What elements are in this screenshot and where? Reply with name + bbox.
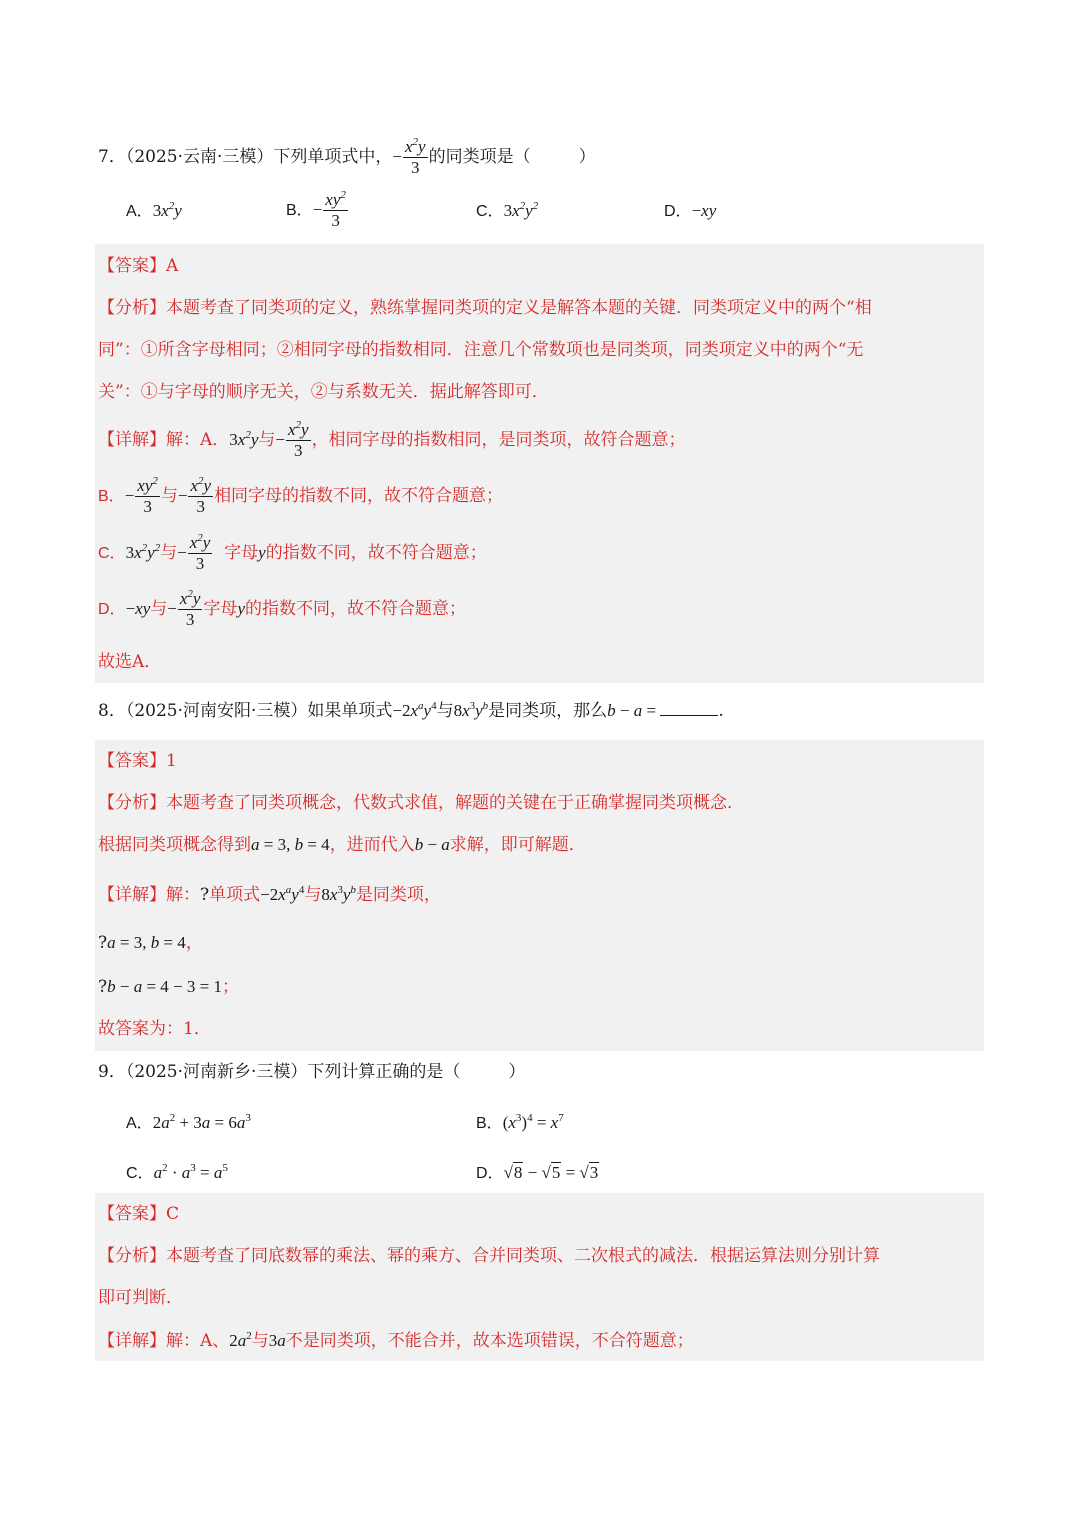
- q9-option-a: A．$2a^2 + 3a = 6a^3$: [126, 1112, 251, 1132]
- q7-fraction: $\frac{x^2y}{3}$: [404, 136, 426, 177]
- q8-answer: 【答案】1: [98, 751, 177, 771]
- q8-stem: 8．（2025·河南安阳·三模）如果单项式$-2x^ay^4$与$8x^3y^b$是同类项，那么b − a = .: [98, 700, 724, 721]
- therefore-glyph: ?: [98, 933, 108, 953]
- q8-detail-2: ?a = 3, b = 4，: [98, 933, 203, 953]
- q7-detail-d: D．−xy与− $\frac{x^2y}{3}$ 字母y的指数不同，故不符合题意；: [98, 588, 466, 629]
- q8-analysis-line-1: 【分析】本题考查了同类项概念，代数式求值，解题的关键在于正确掌握同类项概念．: [98, 793, 744, 813]
- q7-analysis-line-2: 同”：①所含字母相同；②相同字母的指数相同．注意几个常数项也是同类项，同类项定义中的两个“无: [98, 340, 864, 360]
- q7-analysis-line-3: 关”：①与字母的顺序无关，②与系数无关．据此解答即可．: [98, 382, 549, 402]
- q7-detail-a: 【详解】解：A．$3x^2y$与− $\frac{x^2y}{3}$ ，相同字母的指数相同，是同类项，故符合题意；: [98, 419, 686, 460]
- q9-stem: 9．（2025·河南新乡·三模）下列计算正确的是（ ）: [98, 1062, 526, 1082]
- q8-analysis-line-2: 根据同类项概念得到a = 3, b = 4，进而代入b − a求解，即可解题．: [98, 835, 586, 855]
- q7-option-a: A．$3x^2y$: [126, 200, 182, 220]
- therefore-glyph: ?: [98, 977, 108, 997]
- q7-stem: 7．（2025·云南·三模）下列单项式中，− $\frac{x^2y}{3}$ 的同类项是（ ）: [98, 136, 596, 177]
- q7-option-b: B．− $\frac{xy^2}{3}$: [286, 189, 346, 230]
- q7-answer: 【答案】A: [98, 256, 179, 276]
- q8-answer-blank: [660, 699, 718, 716]
- q9-detail-a: 【详解】解：A、$2a^2$与3a不是同类项，不能合并，故本选项错误，不合符题意；: [98, 1330, 694, 1351]
- therefore-glyph: ?: [200, 885, 210, 905]
- q8-conclusion: 故答案为：1．: [98, 1019, 211, 1039]
- q8-detail-3: ?b − a = 4 − 3 = 1；: [98, 977, 239, 997]
- q9-analysis-line-2: 即可判断．: [98, 1288, 183, 1308]
- q7-conclusion: 故选A．: [98, 652, 162, 672]
- q9-option-d: D．√8 − √5 = √3: [476, 1163, 599, 1182]
- q7-analysis-line-1: 【分析】本题考查了同类项的定义，熟练掌握同类项的定义是解答本题的关键．同类项定义中的两个“相: [98, 298, 872, 318]
- q9-answer: 【答案】C: [98, 1204, 180, 1224]
- q7-detail-c: C．$3x^2y^2$与− $\frac{x^2y}{3}$ 字母y的指数不同，故不符合题意；: [98, 532, 487, 573]
- q7-option-d: D．−xy: [664, 201, 717, 220]
- q7-option-c: C．$3x^2y^2$: [476, 200, 539, 220]
- q8-detail-1: 【详解】解：?单项式$-2x^ay^4$与$8x^3y^b$是同类项，: [98, 884, 441, 905]
- q7-detail-b: B．− $\frac{xy^2}{3}$ 与− $\frac{x^2y}{3}$ 相同字母的指数不同，故不符合题意；: [98, 475, 504, 516]
- q9-analysis-line-1: 【分析】本题考查了同底数幂的乘法、幂的乘方、合并同类项、二次根式的减法．根据运算法则分别计算: [98, 1246, 880, 1266]
- q9-option-c: C．$a^2 \cdot a^3 = a^5$: [126, 1162, 228, 1182]
- q9-option-b: B．$(x^3)^4 = x^7$: [476, 1112, 564, 1132]
